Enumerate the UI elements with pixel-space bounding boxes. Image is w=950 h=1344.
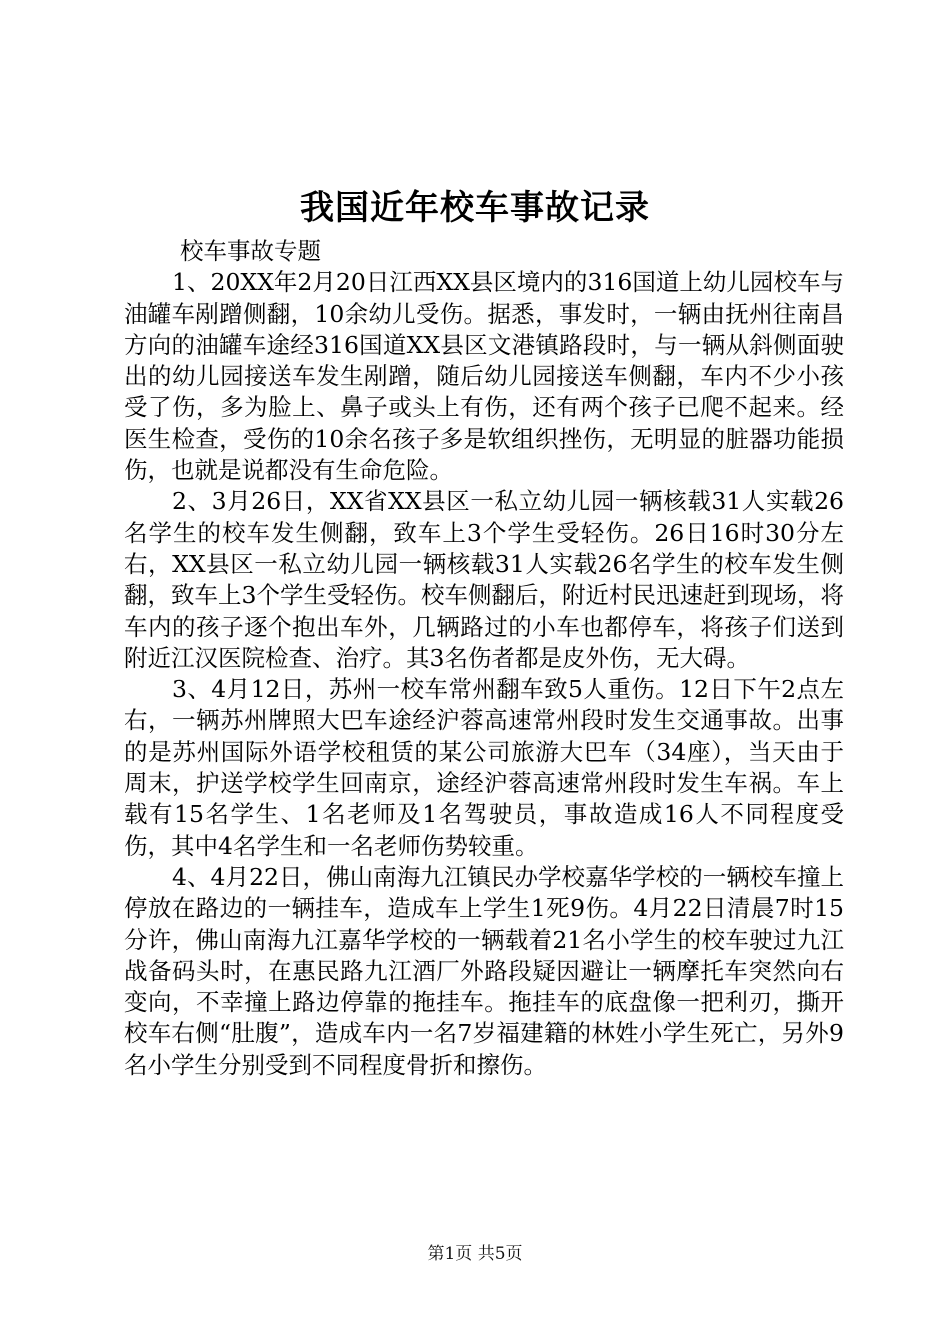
- paragraph-1: 1、20XX年2月20日江西XX县区境内的316国道上幼儿园校车与油罐车剐蹭侧翻，10余幼儿受伤。据悉，事发时，一辆由抚州往南昌方向的油罐车途经316国道XX县区文港镇路段时，与一辆从斜侧面驶出的幼儿园接送车发生剐蹭，随后幼儿园接送车侧翻，车内不少小孩受了伤，多为脸上、鼻子或头上有伤，还有两个孩子已爬不起来。经医生检查，受伤的10余名孩子多是软组织挫伤，无明显的脏器功能损伤，也就是说都没有生命危险。: [124, 268, 844, 485]
- document-subtitle: 校车事故专题: [180, 237, 321, 265]
- document-title: 我国近年校车事故记录: [300, 188, 650, 228]
- document-body: [124, 236, 844, 1081]
- paragraph-3: 3、4月12日，苏州一校车常州翻车致5人重伤。12日下午2点左右，一辆苏州牌照大巴车途经沪蓉高速常州段时发生交通事故。出事的是苏州国际外语学校租赁的某公司旅游大巴车（34座），当天由于周末，护送学校学生回南京，途经沪蓉高速常州段时发生车祸。车上载有15名学生、1名老师及1名驾驶员，事故造成16人不同程度受伤，其中4名学生和一名老师伤势较重。: [124, 675, 844, 860]
- paragraph-4: 4、4月22日，佛山南海九江镇民办学校嘉华学校的一辆校车撞上停放在路边的一辆挂车，造成车上学生1死9伤。4月22日清晨7时15分许，佛山南海九江嘉华学校的一辆载着21名小学生的校车驶过九江战备码头时，在惠民路九江酒厂外路段疑因避让一辆摩托车突然向右变向，不幸撞上路边停靠的拖挂车。拖挂车的底盘像一把利刃，撕开校车右侧“肚腹”，造成车内一名7岁福建籍的林姓小学生死亡，另外9名小学生分别受到不同程度骨折和擦伤。: [124, 862, 844, 1079]
- paragraph-2: 2、3月26日，XX省XX县区一私立幼儿园一辆核载31人实载26名学生的校车发生侧翻，致车上3个学生受轻伤。26日16时30分左右，XX县区一私立幼儿园一辆核载31人实载26名学生的校车发生侧翻，致车上3个学生受轻伤。校车侧翻后，附近村民迅速赶到现场，将车内的孩子逐个抱出车外，几辆路过的小车也都停车，将孩子们送到附近江汉医院检查、治疗。其3名伤者都是皮外伤，无大碍。: [124, 487, 844, 672]
- page-footer: 第1页 共5页: [427, 1244, 523, 1264]
